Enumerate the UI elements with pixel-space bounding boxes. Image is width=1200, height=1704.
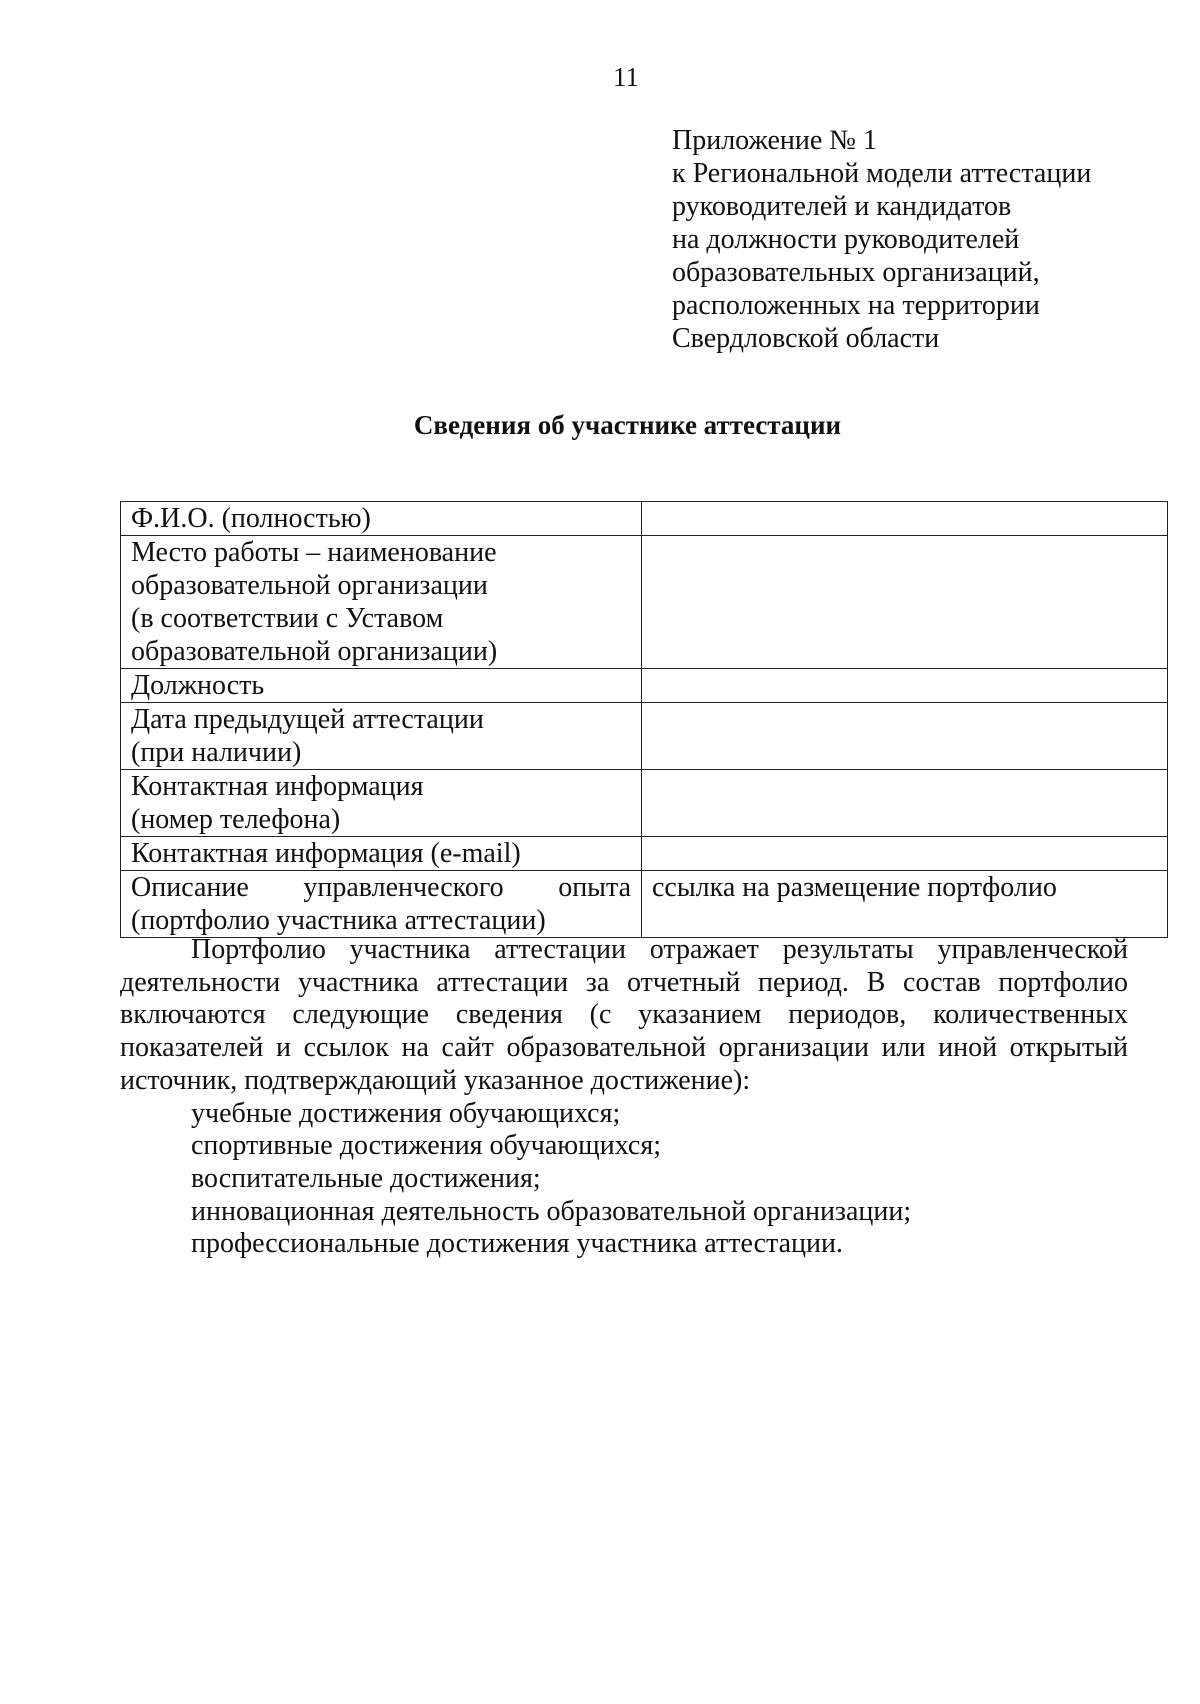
table-row	[121, 502, 1168, 536]
label-line: Дата предыдущей аттестации	[131, 704, 484, 735]
document-title: Сведения об участнике аттестации	[413, 410, 842, 440]
row-value-experience: ссылка на размещение портфолио	[642, 871, 1168, 938]
list-item: спортивные достижения обучающихся;	[191, 1130, 661, 1162]
appendix-line: Свердловской области	[672, 323, 940, 354]
appendix-line: руководителей и кандидатов	[672, 191, 1012, 222]
table-row	[121, 703, 1168, 770]
label-line: Контактная информация	[131, 771, 424, 802]
list-item: воспитательные достижения;	[191, 1162, 541, 1194]
label-line: Описание управленческого опыта	[131, 872, 631, 903]
row-label-workplace	[121, 536, 642, 669]
table-row	[121, 536, 1168, 669]
row-value-position	[642, 669, 1168, 703]
label-line: образовательной организации	[131, 570, 488, 601]
table-row	[121, 837, 1168, 871]
row-value-phone	[642, 770, 1168, 837]
label-line: (номер телефона)	[131, 804, 341, 835]
appendix-line: расположенных на территории	[672, 290, 1040, 321]
label-line: образовательной организации)	[131, 636, 498, 667]
appendix-line: на должности руководителей	[672, 224, 1020, 255]
page-number: 11	[613, 62, 639, 92]
row-value-fio	[642, 502, 1168, 536]
row-value-previous-attestation	[642, 703, 1168, 770]
row-label-previous-attestation	[121, 703, 642, 770]
participant-info-table	[120, 501, 1168, 938]
list-item: инновационная деятельность образовательной организации;	[191, 1195, 912, 1227]
body-paragraph: Портфолио участника аттестации отражает результаты управленческой деятельности участника аттестации за отчетный период. В состав портфолио включаются следующие сведения (с указанием периодов, количественных показателей и ссылок на сайт образовательной организации или иной открытый источник, подтверждающий указанное достижение):	[120, 934, 1128, 1096]
appendix-line: к Региональной модели аттестации	[672, 158, 1092, 189]
table-row	[121, 669, 1168, 703]
label-line: Контактная информация (e-mail)	[131, 838, 521, 869]
portfolio-description	[120, 934, 1128, 1261]
row-label-fio	[121, 502, 642, 536]
row-label-experience	[121, 871, 642, 938]
label-line: Должность	[131, 670, 265, 701]
row-label-phone	[121, 770, 642, 837]
label-line: Место работы – наименование	[131, 537, 497, 568]
table-row	[121, 770, 1168, 837]
table-row	[121, 871, 1168, 938]
appendix-line: образовательных организаций,	[672, 257, 1040, 288]
list-item: профессиональные достижения участника аттестации.	[191, 1228, 843, 1260]
list-item: учебные достижения обучающихся;	[191, 1097, 621, 1129]
row-value-workplace	[642, 536, 1168, 669]
appendix-header	[672, 124, 1091, 355]
row-label-position	[121, 669, 642, 703]
label-line: (портфолио участника аттестации)	[131, 905, 546, 936]
label-line: Ф.И.О. (полностью)	[131, 503, 371, 534]
appendix-line: Приложение № 1	[672, 125, 877, 156]
portfolio-items-list	[120, 1098, 1128, 1262]
label-line: (при наличии)	[131, 737, 302, 768]
label-line: (в соответствии с Уставом	[131, 603, 444, 634]
row-value-email	[642, 837, 1168, 871]
row-label-email	[121, 837, 642, 871]
